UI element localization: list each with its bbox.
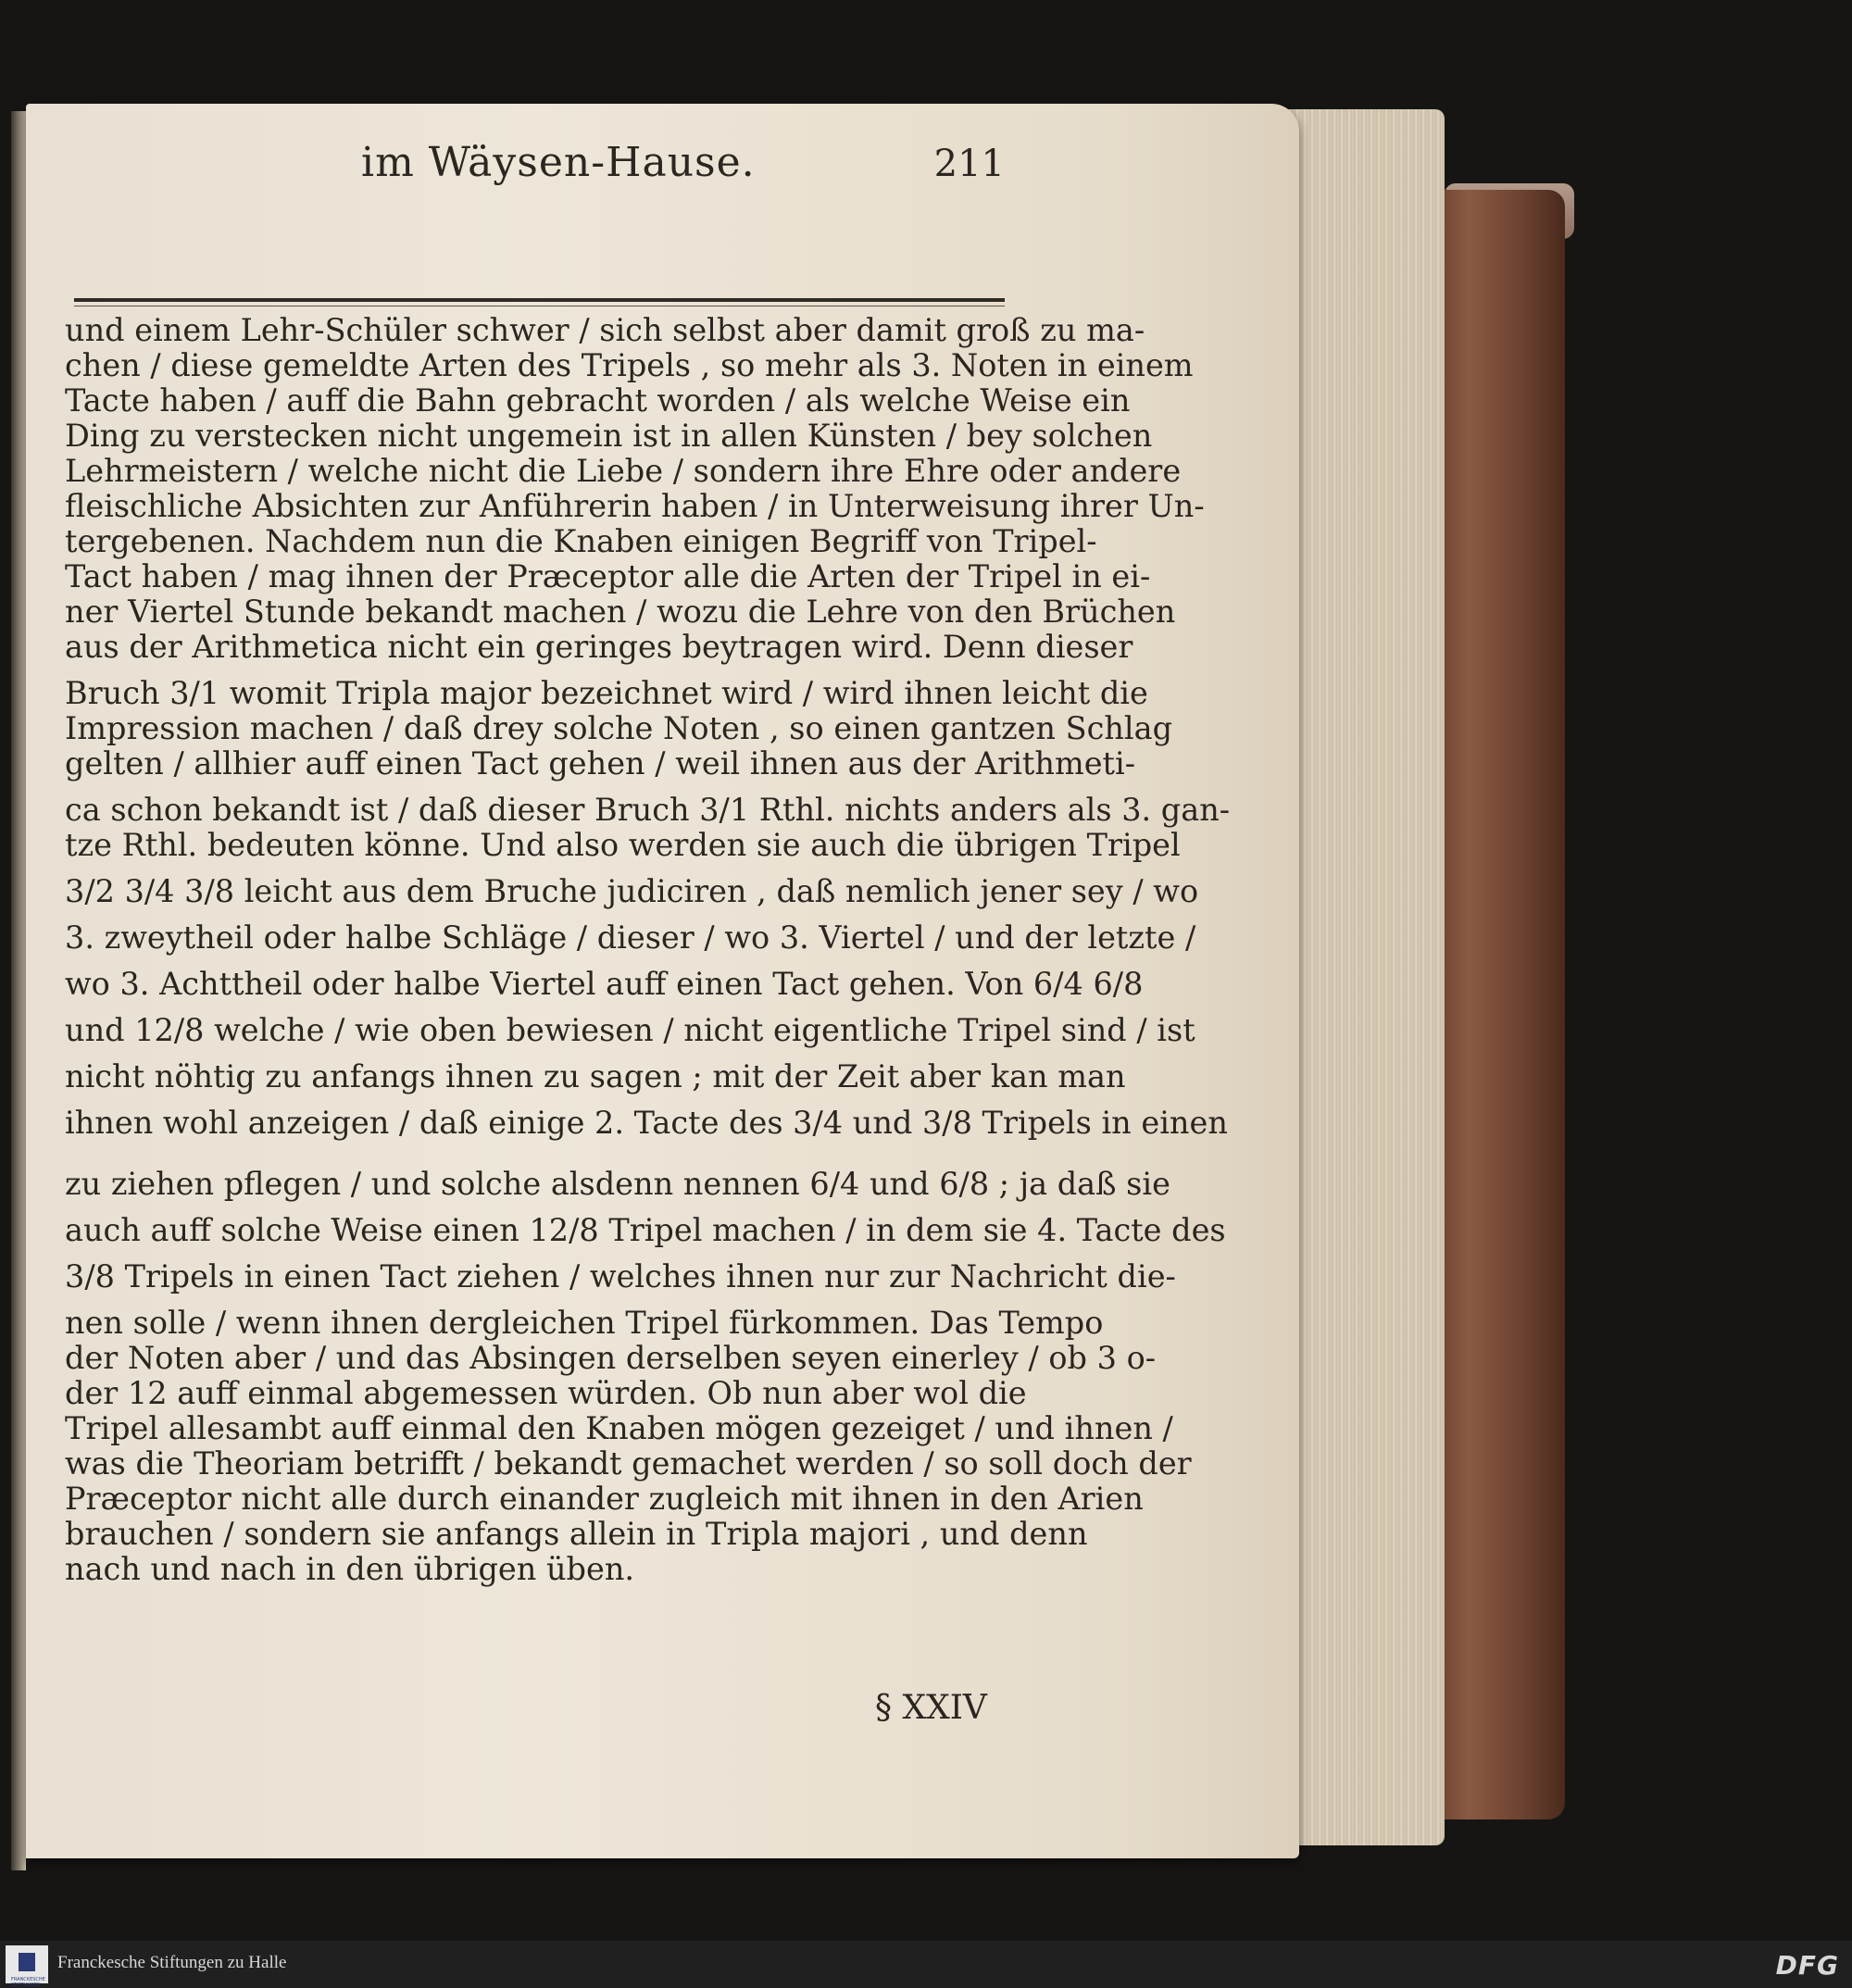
text-line: fleischliche Absichten zur Anführerin haben / in Unterweisung ihrer Un- [65, 488, 1205, 524]
text-line: 3. zweytheil oder halbe Schläge / dieser / wo 3. Viertel / und der letzte / [65, 919, 1196, 956]
institution-logo[interactable] [6, 1945, 48, 1988]
text-line: tergebenen. Nachdem nun die Knaben einigen Begriff von Tripel- [65, 523, 1097, 559]
page-number: 211 [933, 143, 1005, 185]
page-block-edge [1278, 109, 1445, 1845]
text-line: nen solle / wenn ihnen dergleichen Tripel fürkommen. Das Tempo [65, 1305, 1104, 1341]
text-line: tze Rthl. bedeuten könne. Und also werden sie auch die übrigen Tripel [65, 827, 1181, 863]
dfg-logo[interactable]: DFG [1775, 1950, 1839, 1981]
text-line: Bruch 3/1 womit Tripla major bezeichnet wird / wird ihnen leicht die [65, 675, 1148, 711]
text-line: nicht nöhtig zu anfangs ihnen zu sagen ; mit der Zeit aber kan man [65, 1058, 1126, 1094]
text-line: Tact haben / mag ihnen der Præceptor alle die Arten der Tripel in ei- [65, 558, 1151, 594]
text-line: und einem Lehr-Schüler schwer / sich selbst aber damit groß zu ma- [65, 312, 1145, 348]
text-line: der Noten aber / und das Absingen derselben seyen einerley / ob 3 o- [65, 1340, 1157, 1376]
text-line: zu ziehen pflegen / und solche alsdenn nennen 6/4 und 6/8 ; ja daß sie [65, 1166, 1170, 1202]
text-line: Ding zu verstecken nicht ungemein ist in allen Künsten / bey solchen [65, 418, 1153, 454]
header-rule [74, 298, 1005, 302]
institution-name: Franckesche Stiftungen zu Halle [57, 1953, 287, 1972]
running-head: im Wäysen-Hause. [361, 139, 756, 186]
viewer-footer [0, 1941, 1852, 1988]
page-header [74, 139, 1005, 204]
text-line: ner Viertel Stunde bekandt machen / wozu die Lehre von den Brüchen [65, 594, 1176, 630]
text-line: brauchen / sondern sie anfangs allein in Tripla majori , und denn [65, 1516, 1088, 1552]
text-line: was die Theoriam betrifft / bekandt gemachet werden / so soll doch der [65, 1445, 1192, 1482]
text-line: Tacte haben / auff die Bahn gebracht worden / als welche Weise ein [65, 382, 1131, 419]
text-line: und 12/8 welche / wie oben bewiesen / nicht eigentliche Tripel sind / ist [65, 1012, 1195, 1048]
text-line: aus der Arithmetica nicht ein geringes beytragen wird. Denn dieser [65, 629, 1133, 665]
logo-caption: FRANCKESCHE STIFTUNGEN [11, 1977, 45, 1988]
text-line: wo 3. Achttheil oder halbe Viertel auff einen Tact gehen. Von 6/4 6/8 [65, 966, 1144, 1002]
previous-page-edge [11, 111, 26, 1870]
text-line: Tripel allesambt auff einmal den Knaben mögen gezeiget / und ihnen / [65, 1410, 1173, 1446]
text-line: der 12 auff einmal abgemessen würden. Ob nun aber wol die [65, 1375, 1027, 1411]
catchword: § XXIV [875, 1689, 987, 1727]
text-line: auch auff solche Weise einen 12/8 Tripel machen / in dem sie 4. Tacte des [65, 1212, 1226, 1248]
text-line: Impression machen / daß drey solche Noten , so einen gantzen Schlag [65, 710, 1173, 746]
text-line: Lehrmeistern / welche nicht die Liebe / sondern ihre Ehre oder andere [65, 453, 1182, 489]
text-line: nach und nach in den übrigen üben. [65, 1551, 635, 1587]
text-line: gelten / allhier auff einen Tact gehen / weil ihnen aus der Arithmeti- [65, 745, 1136, 781]
text-line: 3/2 3/4 3/8 leicht aus dem Bruche judiciren , daß nemlich jener sey / wo [65, 873, 1199, 909]
text-line: ihnen wohl anzeigen / daß einige 2. Tacte des 3/4 und 3/8 Tripels in einen [65, 1105, 1228, 1141]
text-line: ca schon bekandt ist / daß dieser Bruch 3/1 Rthl. nichts anders als 3. gan- [65, 792, 1231, 828]
text-line: 3/8 Tripels in einen Tact ziehen / welches ihnen nur zur Nachricht die- [65, 1258, 1176, 1294]
text-line: chen / diese gemeldte Arten des Tripels , so mehr als 3. Noten in einem [65, 347, 1194, 383]
building-icon [19, 1953, 35, 1971]
text-line: Præceptor nicht alle durch einander zugleich mit ihnen in den Arien [65, 1481, 1144, 1517]
body-text [65, 312, 1231, 1587]
